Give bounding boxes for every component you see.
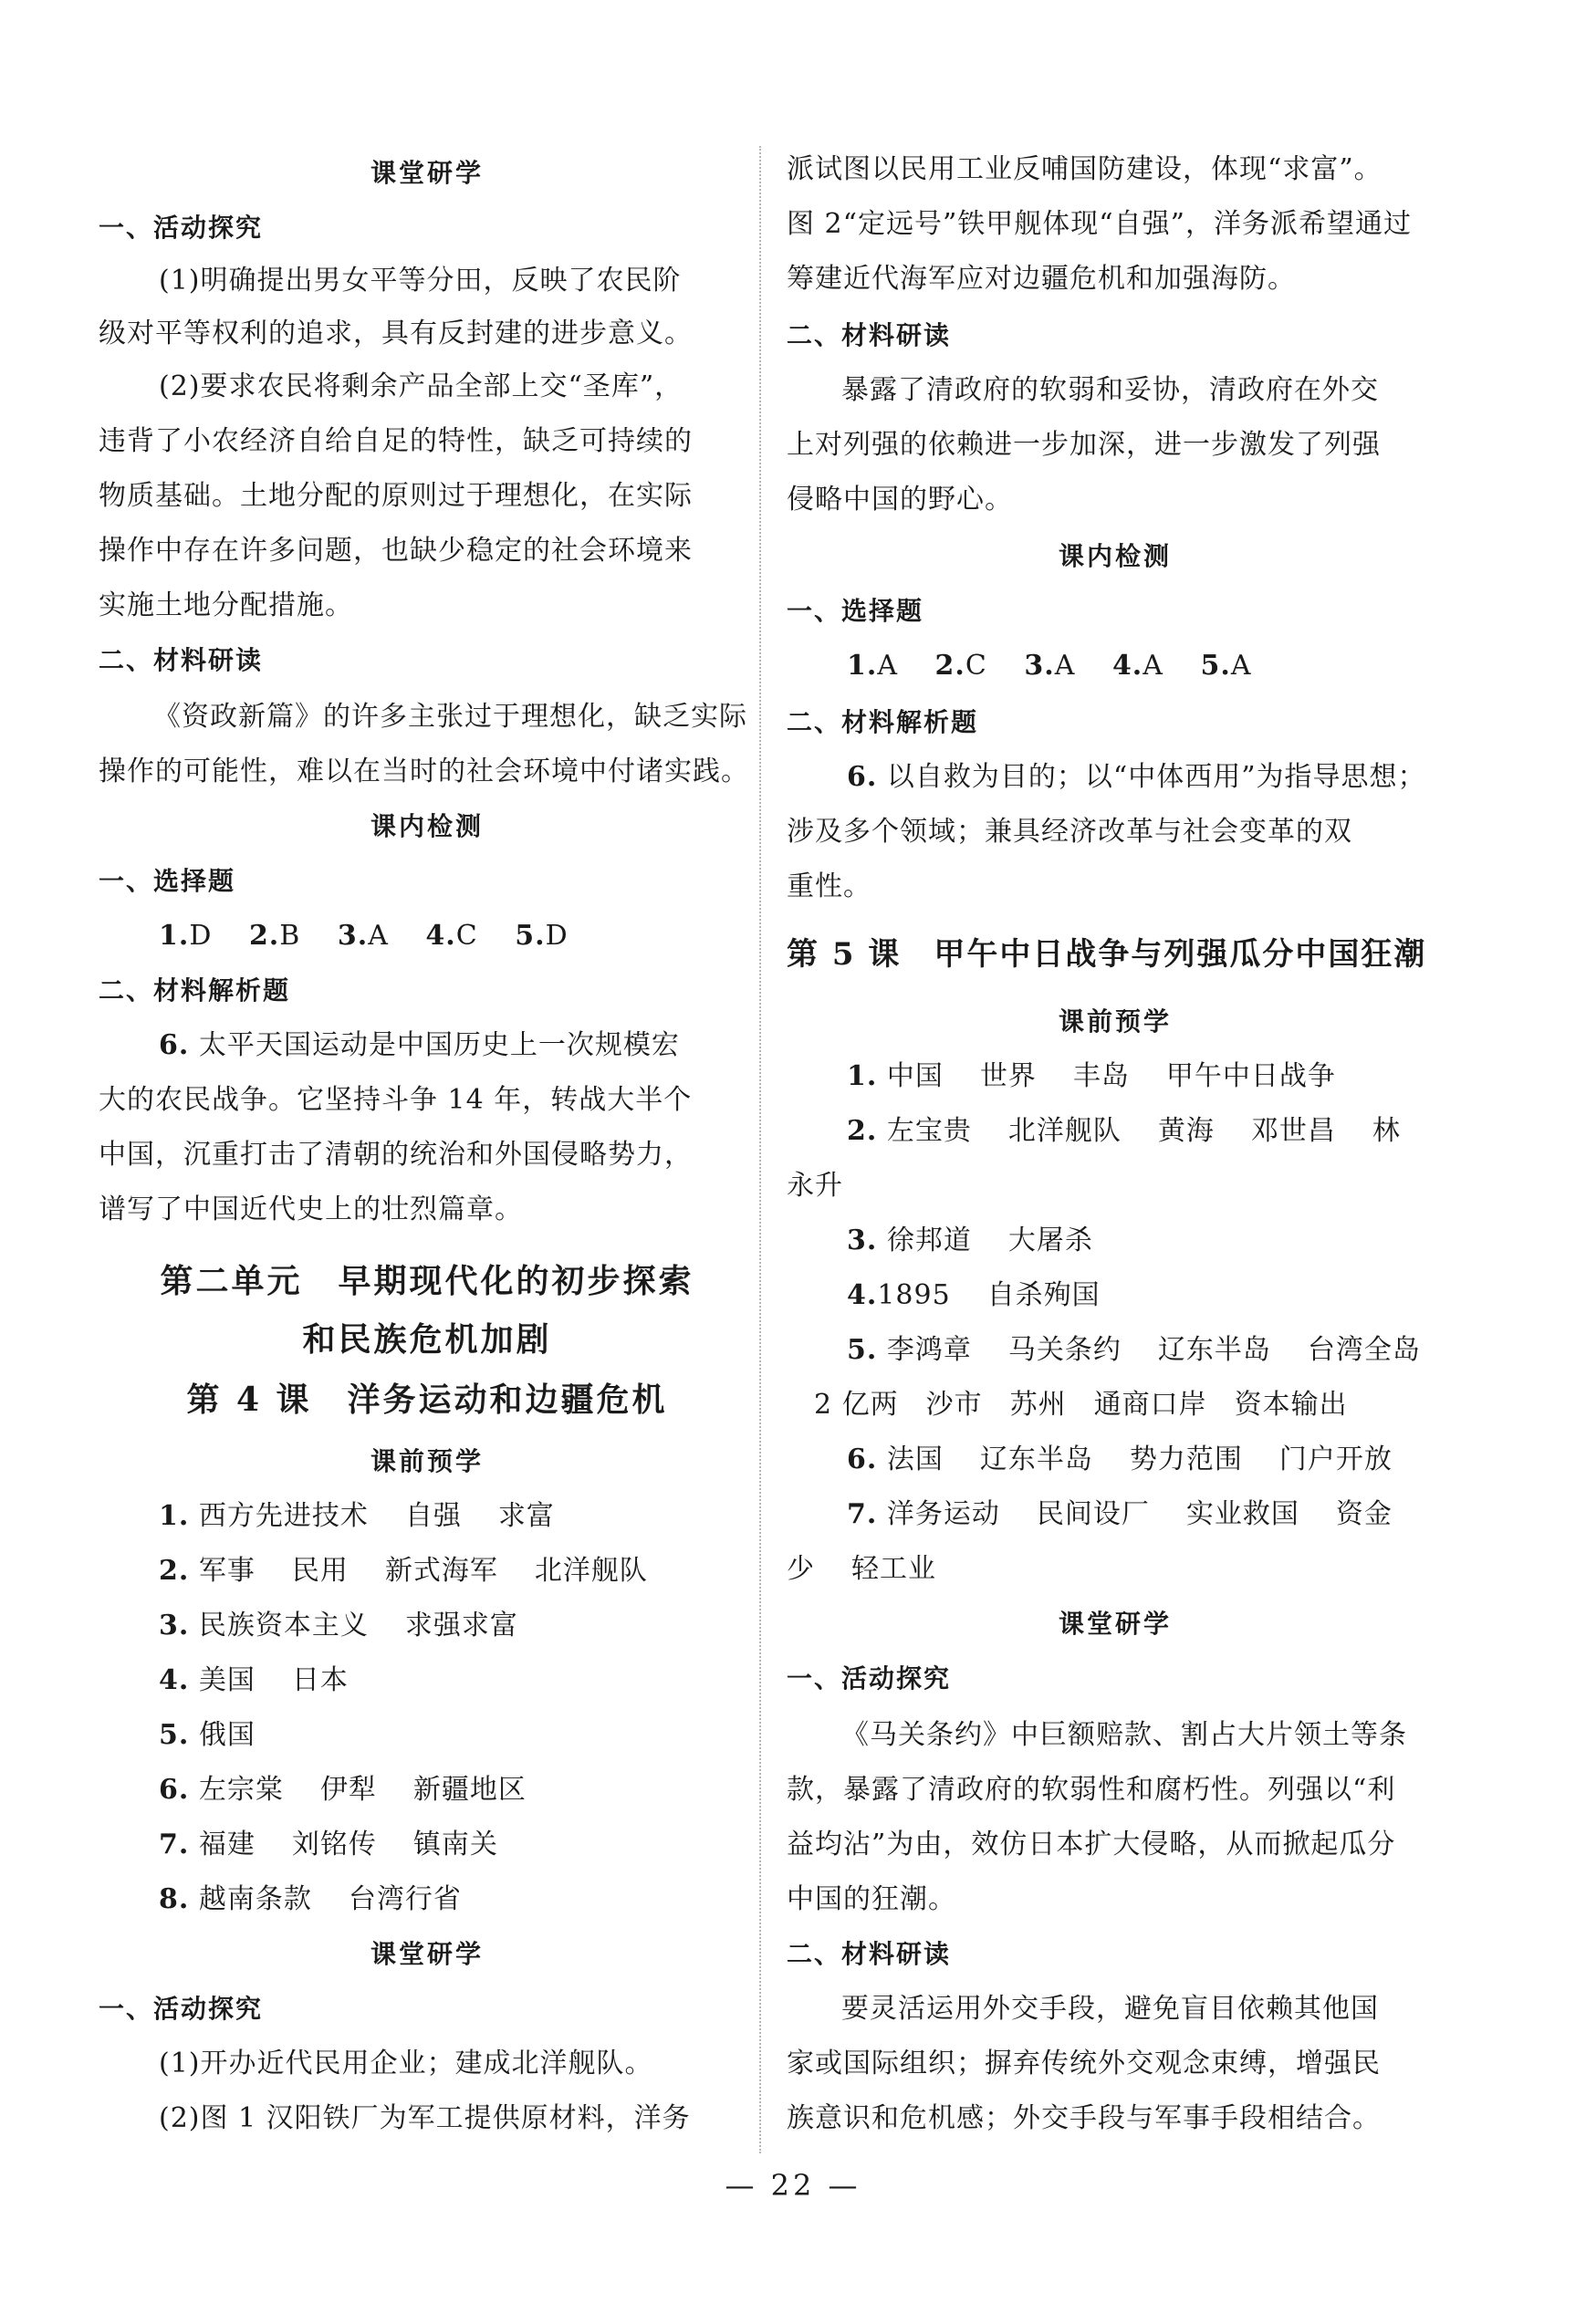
paragraph-line: 益均沾”为由，效仿日本扩大侵略，从而掀起瓜分 bbox=[787, 1829, 1396, 1860]
unit-title: 第二单元 早期现代化的初步探索 bbox=[160, 1262, 694, 1300]
paragraph-line: 要灵活运用外交手段，避免盲目依赖其他国 bbox=[841, 1993, 1379, 2025]
paragraph-line: 派试图以民用工业反哺国防建设，体现“求富”。 bbox=[787, 153, 1383, 185]
preview-item: 5. 李鸿章 马关条约 辽东半岛 台湾全岛 bbox=[847, 1334, 1421, 1366]
preview-item: 3. 民族资本主义 求强求富 bbox=[159, 1610, 518, 1641]
paragraph-line: 款，暴露了清政府的软弱性和腐朽性。列强以“利 bbox=[787, 1774, 1396, 1806]
answer-row: 1.A 2.C 3.A 4.A 5.A bbox=[847, 650, 1252, 682]
lesson-title: 第 4 课 洋务运动和边疆危机 bbox=[186, 1381, 668, 1419]
paragraph-line: 族意识和危机感；外交手段与军事手段相结合。 bbox=[787, 2102, 1381, 2134]
paragraph-line: (2)要求农民将剩余产品全部上交“圣库”， bbox=[159, 370, 683, 402]
paragraph-line: 筹建近代海军应对边疆危机和加强海防。 bbox=[787, 263, 1296, 295]
paragraph-line: 大的农民战争。它坚持斗争 14 年，转战大半个 bbox=[99, 1084, 693, 1116]
preview-item-cont: 永升 bbox=[787, 1170, 843, 1202]
preview-item: 2. 军事 民用 新式海军 北洋舰队 bbox=[159, 1555, 648, 1587]
paragraph-line: 《马关条约》中巨额赔款、割占大片领土等条 bbox=[841, 1719, 1407, 1751]
preview-item: 4. 美国 日本 bbox=[159, 1664, 349, 1696]
section-heading-activity: 一、活动探究 bbox=[787, 1663, 952, 1693]
section-heading-activity: 一、活动探究 bbox=[99, 1994, 264, 2024]
paragraph-line: 实施土地分配措施。 bbox=[99, 589, 353, 621]
paragraph-line: (1)明确提出男女平等分田，反映了农民阶 bbox=[159, 265, 682, 297]
preview-item: 1. 中国 世界 丰岛 甲午中日战争 bbox=[847, 1060, 1336, 1092]
paragraph-line: 违背了小农经济自给自足的特性，缺乏可持续的 bbox=[99, 425, 693, 457]
preview-item-cont: 少 轻工业 bbox=[787, 1553, 936, 1585]
section-heading-material: 二、材料研读 bbox=[787, 320, 952, 350]
paragraph-line: 侵略中国的野心。 bbox=[787, 484, 1013, 516]
preview-item: 6. 法国 辽东半岛 势力范围 门户开放 bbox=[847, 1443, 1393, 1475]
preview-item: 7. 洋务运动 民间设厂 实业救国 资金 bbox=[847, 1498, 1393, 1530]
paragraph-line: 《资政新篇》的许多主张过于理想化，缺乏实际 bbox=[153, 701, 747, 733]
paragraph-line: 操作中存在许多问题，也缺少稳定的社会环境来 bbox=[99, 535, 693, 567]
section-heading-analysis: 二、材料解析题 bbox=[787, 707, 979, 737]
preview-item: 6. 左宗棠 伊犁 新疆地区 bbox=[159, 1774, 527, 1806]
paragraph-line: 6. 太平天国运动是中国历史上一次规模宏 bbox=[159, 1029, 680, 1061]
page-number: — 22 — bbox=[725, 2168, 861, 2203]
section-heading-choice: 一、选择题 bbox=[787, 596, 924, 626]
preview-item: 1. 西方先进技术 自强 求富 bbox=[159, 1500, 555, 1532]
section-title-classroom-study: 课堂研学 bbox=[370, 1939, 484, 1969]
section-title-preview: 课前预学 bbox=[1058, 1006, 1172, 1037]
section-title-in-class-test: 课内检测 bbox=[370, 811, 484, 841]
lesson-title: 第 5 课 甲午中日战争与列强瓜分中国狂潮 bbox=[787, 936, 1427, 973]
section-heading-activity: 一、活动探究 bbox=[99, 213, 264, 243]
section-title-in-class-test: 课内检测 bbox=[1058, 541, 1172, 571]
paragraph-line: 重性。 bbox=[787, 870, 871, 902]
section-title-preview: 课前预学 bbox=[370, 1446, 484, 1476]
paragraph-line: 中国，沉重打击了清朝的统治和外国侵略势力， bbox=[99, 1139, 693, 1171]
preview-item: 4.1895 自杀殉国 bbox=[847, 1279, 1101, 1311]
paragraph-line: (1)开办近代民用企业；建成北洋舰队。 bbox=[159, 2048, 653, 2079]
paragraph-line: 涉及多个领域；兼具经济改革与社会变革的双 bbox=[787, 816, 1352, 848]
preview-item: 5. 俄国 bbox=[159, 1719, 256, 1751]
paragraph-line: 操作的可能性，难以在当时的社会环境中付诸实践。 bbox=[99, 756, 749, 787]
section-heading-analysis: 二、材料解析题 bbox=[99, 975, 291, 1006]
paragraph-line: 中国的狂潮。 bbox=[787, 1883, 956, 1915]
paragraph-line: 暴露了清政府的软弱和妥协，清政府在外交 bbox=[841, 374, 1379, 406]
paragraph-line: (2)图 1 汉阳铁厂为军工提供原材料，洋务 bbox=[159, 2102, 691, 2134]
paragraph-line: 上对列强的依赖进一步加深，进一步激发了列强 bbox=[787, 429, 1381, 461]
section-heading-material: 二、材料研读 bbox=[787, 1939, 952, 1969]
answer-row: 1.D 2.B 3.A 4.C 5.D bbox=[159, 920, 569, 952]
unit-title-cont: 和民族危机加剧 bbox=[302, 1320, 552, 1359]
paragraph-line: 家或国际组织；摒弃传统外交观念束缚，增强民 bbox=[787, 2048, 1381, 2079]
preview-item-cont: 2 亿两 沙市 苏州 通商口岸 资本输出 bbox=[814, 1389, 1348, 1421]
paragraph-line: 6. 以自救为目的；以“中体西用”为指导思想； bbox=[847, 761, 1426, 793]
section-heading-choice: 一、选择题 bbox=[99, 866, 236, 896]
section-title-classroom-study: 课堂研学 bbox=[1058, 1609, 1172, 1639]
section-title-classroom-study: 课堂研学 bbox=[370, 158, 484, 188]
preview-item: 2. 左宝贵 北洋舰队 黄海 邓世昌 林 bbox=[847, 1115, 1401, 1147]
paragraph-line: 物质基础。土地分配的原则过于理想化，在实际 bbox=[99, 480, 693, 512]
preview-item: 7. 福建 刘铭传 镇南关 bbox=[159, 1829, 498, 1860]
paragraph-line: 级对平等权利的追求，具有反封建的进步意义。 bbox=[99, 318, 693, 349]
preview-item: 8. 越南条款 台湾行省 bbox=[159, 1883, 462, 1915]
section-heading-material: 二、材料研读 bbox=[99, 645, 264, 675]
paragraph-line: 图 2“定远号”铁甲舰体现“自强”，洋务派希望通过 bbox=[787, 208, 1412, 240]
preview-item: 3. 徐邦道 大屠杀 bbox=[847, 1225, 1093, 1256]
paragraph-line: 谱写了中国近代史上的壮烈篇章。 bbox=[99, 1193, 523, 1225]
